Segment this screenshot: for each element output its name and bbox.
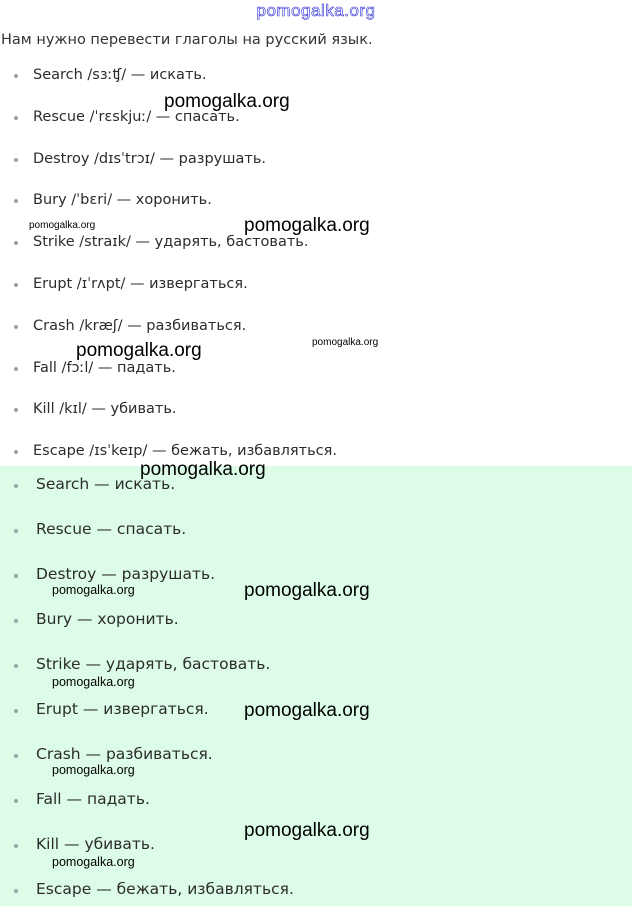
watermark: pomogalka.org	[52, 763, 135, 777]
watermark: pomogalka.org	[164, 91, 290, 112]
bullet-icon	[14, 450, 18, 454]
list-item: Erupt /ɪˈrʌpt/ — извергаться.	[14, 272, 337, 314]
bullet-icon	[14, 844, 18, 848]
bullet-icon	[14, 529, 18, 533]
list-item: Kill /kɪl/ — убивать.	[14, 397, 337, 439]
list-item: Bury /ˈbɛri/ — хоронить.	[14, 188, 337, 230]
bullet-icon	[14, 325, 18, 329]
bullet-icon	[14, 74, 18, 78]
bullet-icon	[14, 754, 18, 758]
list-item: Strike — ударять, бастовать.	[14, 652, 294, 697]
bullet-icon	[14, 367, 18, 371]
list-item: Crash — разбиваться.	[14, 742, 294, 787]
watermark: pomogalka.org	[312, 337, 379, 348]
list-item: Search — искать.	[14, 472, 294, 517]
bullet-icon	[14, 484, 18, 488]
bullet-icon	[14, 619, 18, 623]
transcription-list	[14, 63, 337, 481]
list-item: Strike /straɪk/ — ударять, бастовать.	[14, 230, 337, 272]
list-item: Rescue /ˈrɛskjuː/ — спасать.	[14, 105, 337, 147]
watermark: pomogalka.org	[244, 820, 370, 841]
watermark: pomogalka.org	[244, 580, 370, 601]
bullet-icon	[14, 408, 18, 412]
watermark: pomogalka.org	[52, 583, 135, 597]
list-item: Crash /kræʃ/ — разбиваться.	[14, 314, 337, 356]
bullet-icon	[14, 574, 18, 578]
list-item: Escape /ɪsˈkeɪp/ — бежать, избавляться.	[14, 439, 337, 481]
list-item: Kill — убивать.	[14, 832, 294, 877]
list-item: Fall /fɔːl/ — падать.	[14, 356, 337, 398]
watermark: pomogalka.org	[140, 459, 266, 480]
watermark: pomogalka.org	[244, 215, 370, 236]
list-item: Destroy /dɪsˈtrɔɪ/ — разрушать.	[14, 147, 337, 189]
bullet-icon	[14, 664, 18, 668]
watermark: pomogalka.org	[76, 340, 202, 361]
bullet-icon	[14, 199, 18, 203]
bullet-icon	[14, 241, 18, 245]
bullet-icon	[14, 283, 18, 287]
watermark: pomogalka.org	[52, 675, 135, 689]
watermark: pomogalka.org	[29, 220, 96, 231]
intro-text: Нам нужно перевести глаголы на русский язык.	[1, 32, 373, 48]
list-item: Rescue — спасать.	[14, 517, 294, 562]
watermark: pomogalka.org	[52, 855, 135, 869]
bullet-icon	[14, 709, 18, 713]
watermark: pomogalka.org	[244, 700, 370, 721]
bullet-icon	[14, 889, 18, 893]
list-item: Destroy — разрушать.	[14, 562, 294, 607]
list-item: Fall — падать.	[14, 787, 294, 832]
list-item: Erupt — извергаться.	[14, 697, 294, 742]
bullet-icon	[14, 158, 18, 162]
list-item: Search /sɜːʧ/ — искать.	[14, 63, 337, 105]
list-item: Escape — бежать, избавляться.	[14, 877, 294, 922]
bullet-icon	[14, 799, 18, 803]
list-item: Bury — хоронить.	[14, 607, 294, 652]
header-watermark: pomogalka.org	[256, 1, 376, 20]
bullet-icon	[14, 116, 18, 120]
